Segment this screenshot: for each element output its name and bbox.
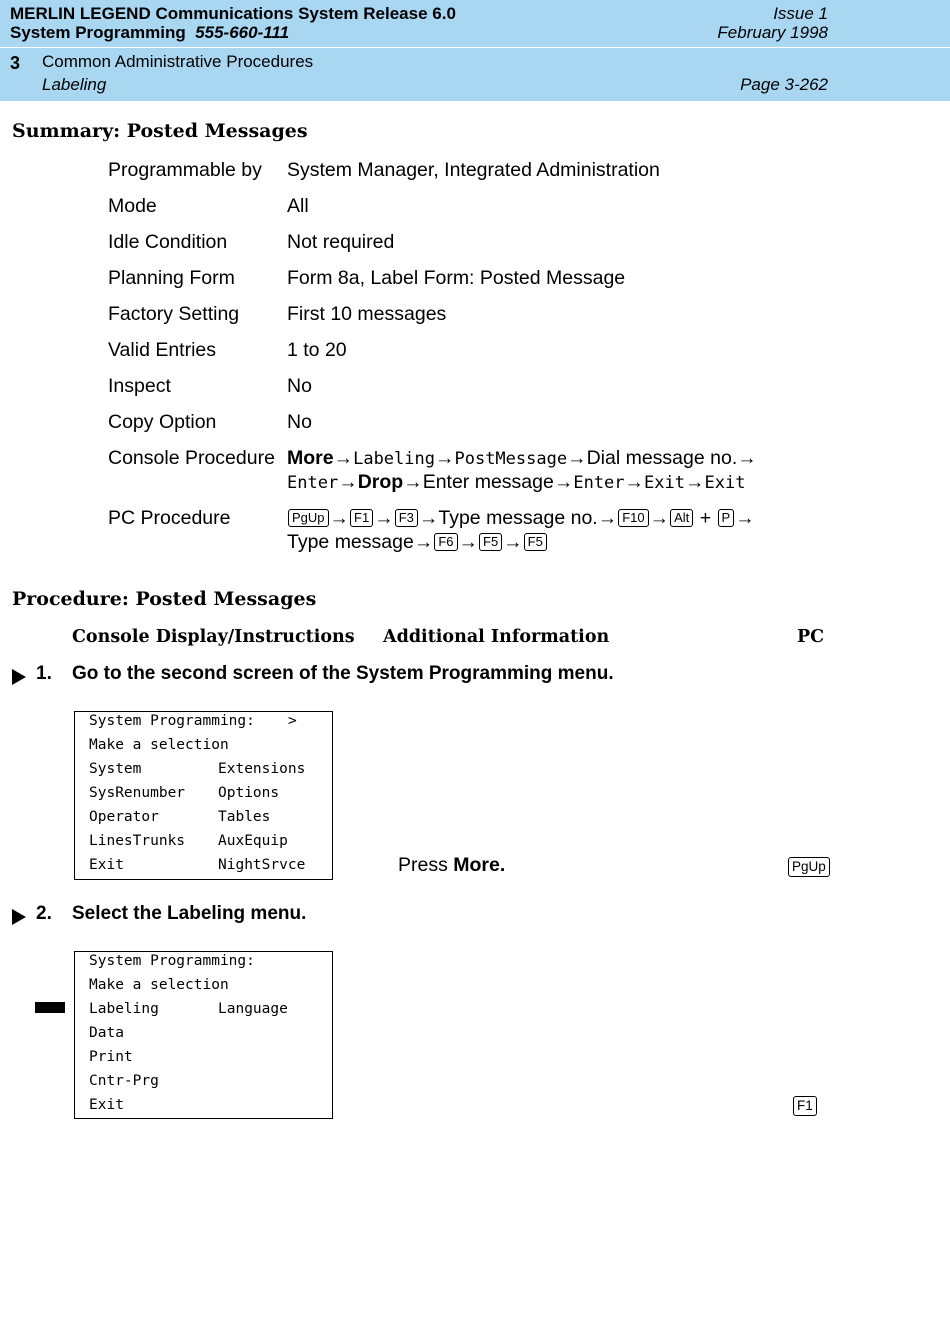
menu-option: Exit bbox=[89, 1097, 124, 1113]
menu-option: System bbox=[89, 761, 142, 777]
console-enter: Enter bbox=[287, 473, 339, 493]
console-exit: Exit bbox=[644, 473, 685, 493]
summary-label: Factory Setting bbox=[108, 303, 240, 325]
step-number: 2. bbox=[36, 903, 52, 924]
f3-key: F3 bbox=[395, 509, 418, 527]
pgup-key: PgUp bbox=[288, 509, 329, 527]
header-title: MERLIN LEGEND Communications System Release 6.0 bbox=[10, 4, 456, 23]
pc-procedure-label: PC Procedure bbox=[108, 507, 231, 529]
alt-key: Alt bbox=[670, 509, 693, 527]
pc-procedure-line-1 bbox=[287, 506, 755, 530]
step-marker-icon bbox=[12, 669, 26, 685]
menu-option: LinesTrunks bbox=[89, 833, 186, 849]
arrow-icon: → bbox=[403, 471, 423, 493]
info-text: Press bbox=[398, 854, 454, 876]
arrow-icon: → bbox=[567, 447, 587, 469]
console-procedure-label: Console Procedure bbox=[108, 447, 275, 469]
arrow-icon: → bbox=[434, 447, 455, 469]
arrow-icon: → bbox=[737, 447, 757, 469]
arrow-icon: → bbox=[458, 531, 478, 553]
menu-option: Options bbox=[218, 785, 280, 801]
header-chapter: Common Administrative Procedures bbox=[42, 52, 314, 71]
arrow-icon: → bbox=[329, 507, 350, 529]
header-subtitle: System Programming bbox=[10, 23, 186, 42]
arrow-icon: → bbox=[649, 507, 670, 529]
step-marker-icon bbox=[12, 909, 26, 925]
additional-info bbox=[398, 854, 505, 877]
summary-value: First 10 messages bbox=[287, 303, 447, 325]
summary-value: 1 to 20 bbox=[287, 339, 347, 361]
arrow-icon: → bbox=[684, 471, 705, 493]
console-enter-message: Enter message bbox=[422, 471, 554, 493]
menu-option: NightSrvce bbox=[218, 857, 306, 873]
summary-value: Not required bbox=[287, 231, 395, 253]
summary-label: Valid Entries bbox=[108, 339, 217, 361]
menu-option: SysRenumber bbox=[89, 785, 186, 801]
pgup-key: PgUp bbox=[788, 857, 830, 877]
summary-label: Idle Condition bbox=[108, 231, 228, 253]
pc-type-number: Type message no. bbox=[438, 507, 598, 529]
summary-label: Copy Option bbox=[108, 411, 217, 433]
pc-type-message: Type message bbox=[287, 531, 414, 553]
arrow-icon: → bbox=[338, 471, 358, 493]
console-drop: Drop bbox=[357, 471, 404, 493]
arrow-icon: → bbox=[624, 471, 645, 493]
f1-key: F1 bbox=[350, 509, 373, 527]
column-header-info: Additional Information bbox=[383, 627, 610, 647]
column-header-pc: PC bbox=[797, 627, 825, 647]
console-enter: Enter bbox=[573, 473, 625, 493]
screen-prompt: Make a selection bbox=[89, 977, 229, 993]
summary-label: Programmable by bbox=[108, 159, 262, 181]
selection-pointer-icon bbox=[35, 1002, 65, 1013]
f6-key: F6 bbox=[434, 533, 457, 551]
header-doc-number: 555-660-111 bbox=[195, 23, 290, 42]
arrow-icon: → bbox=[418, 507, 439, 529]
summary-label: Inspect bbox=[108, 375, 171, 397]
info-key-name: More. bbox=[453, 854, 506, 876]
console-procedure-line-2 bbox=[287, 470, 745, 495]
step-instruction: Select the Labeling menu. bbox=[72, 903, 307, 924]
arrow-icon: → bbox=[374, 507, 394, 529]
menu-option: Data bbox=[89, 1025, 124, 1041]
menu-option: Operator bbox=[89, 809, 159, 825]
more-indicator: > bbox=[288, 713, 297, 729]
console-display-screen bbox=[74, 951, 333, 1119]
f10-key: F10 bbox=[618, 509, 648, 527]
console-exit: Exit bbox=[704, 473, 746, 493]
header-page: Page 3-262 bbox=[740, 75, 828, 94]
summary-value: System Manager, Integrated Administration bbox=[287, 159, 660, 181]
screen-title: System Programming: bbox=[89, 713, 255, 729]
f1-key: F1 bbox=[793, 1096, 817, 1116]
menu-option: Print bbox=[89, 1049, 133, 1065]
screen-title: System Programming: bbox=[89, 953, 255, 969]
menu-option: Tables bbox=[218, 809, 271, 825]
header-issue: Issue 1 bbox=[773, 4, 828, 23]
menu-option: Labeling bbox=[89, 1001, 159, 1017]
console-dial: Dial message no. bbox=[586, 447, 738, 469]
console-display-screen bbox=[74, 711, 333, 880]
menu-option: Cntr-Prg bbox=[89, 1073, 159, 1089]
f5-key: F5 bbox=[524, 533, 547, 551]
arrow-icon: → bbox=[553, 471, 574, 493]
summary-label: Planning Form bbox=[108, 267, 235, 289]
summary-value: No bbox=[287, 411, 312, 433]
column-header-console: Console Display/Instructions bbox=[72, 627, 355, 647]
summary-value: No bbox=[287, 375, 312, 397]
console-labeling: Labeling bbox=[353, 449, 435, 469]
f5-key: F5 bbox=[479, 533, 502, 551]
console-procedure-line-1 bbox=[287, 446, 757, 471]
console-more: More bbox=[287, 447, 334, 469]
arrow-icon: → bbox=[503, 531, 523, 553]
summary-label: Mode bbox=[108, 195, 157, 217]
summary-heading: Summary: Posted Messages bbox=[12, 120, 308, 142]
step-instruction: Go to the second screen of the System Programming menu. bbox=[72, 663, 614, 684]
arrow-icon: → bbox=[597, 507, 618, 529]
summary-value: All bbox=[287, 195, 309, 217]
p-key: P bbox=[718, 509, 735, 527]
pc-procedure-line-2 bbox=[287, 530, 548, 554]
header-chapter-number: 3 bbox=[10, 53, 21, 73]
console-postmessage: PostMessage bbox=[454, 449, 568, 469]
menu-option: Extensions bbox=[218, 761, 306, 777]
header-subtitle-line bbox=[10, 23, 289, 43]
summary-value: Form 8a, Label Form: Posted Message bbox=[287, 267, 626, 289]
menu-option: Exit bbox=[89, 857, 124, 873]
step-number: 1. bbox=[36, 663, 52, 684]
arrow-icon: → bbox=[413, 531, 434, 553]
header-date: February 1998 bbox=[717, 23, 828, 42]
plus-sign: + bbox=[699, 507, 712, 529]
header-section: Labeling bbox=[42, 75, 107, 94]
screen-prompt: Make a selection bbox=[89, 737, 229, 753]
menu-option: Language bbox=[218, 1001, 288, 1017]
procedure-heading: Procedure: Posted Messages bbox=[12, 588, 317, 610]
arrow-icon: → bbox=[735, 507, 755, 529]
menu-option: AuxEquip bbox=[218, 833, 288, 849]
arrow-icon: → bbox=[333, 447, 354, 469]
